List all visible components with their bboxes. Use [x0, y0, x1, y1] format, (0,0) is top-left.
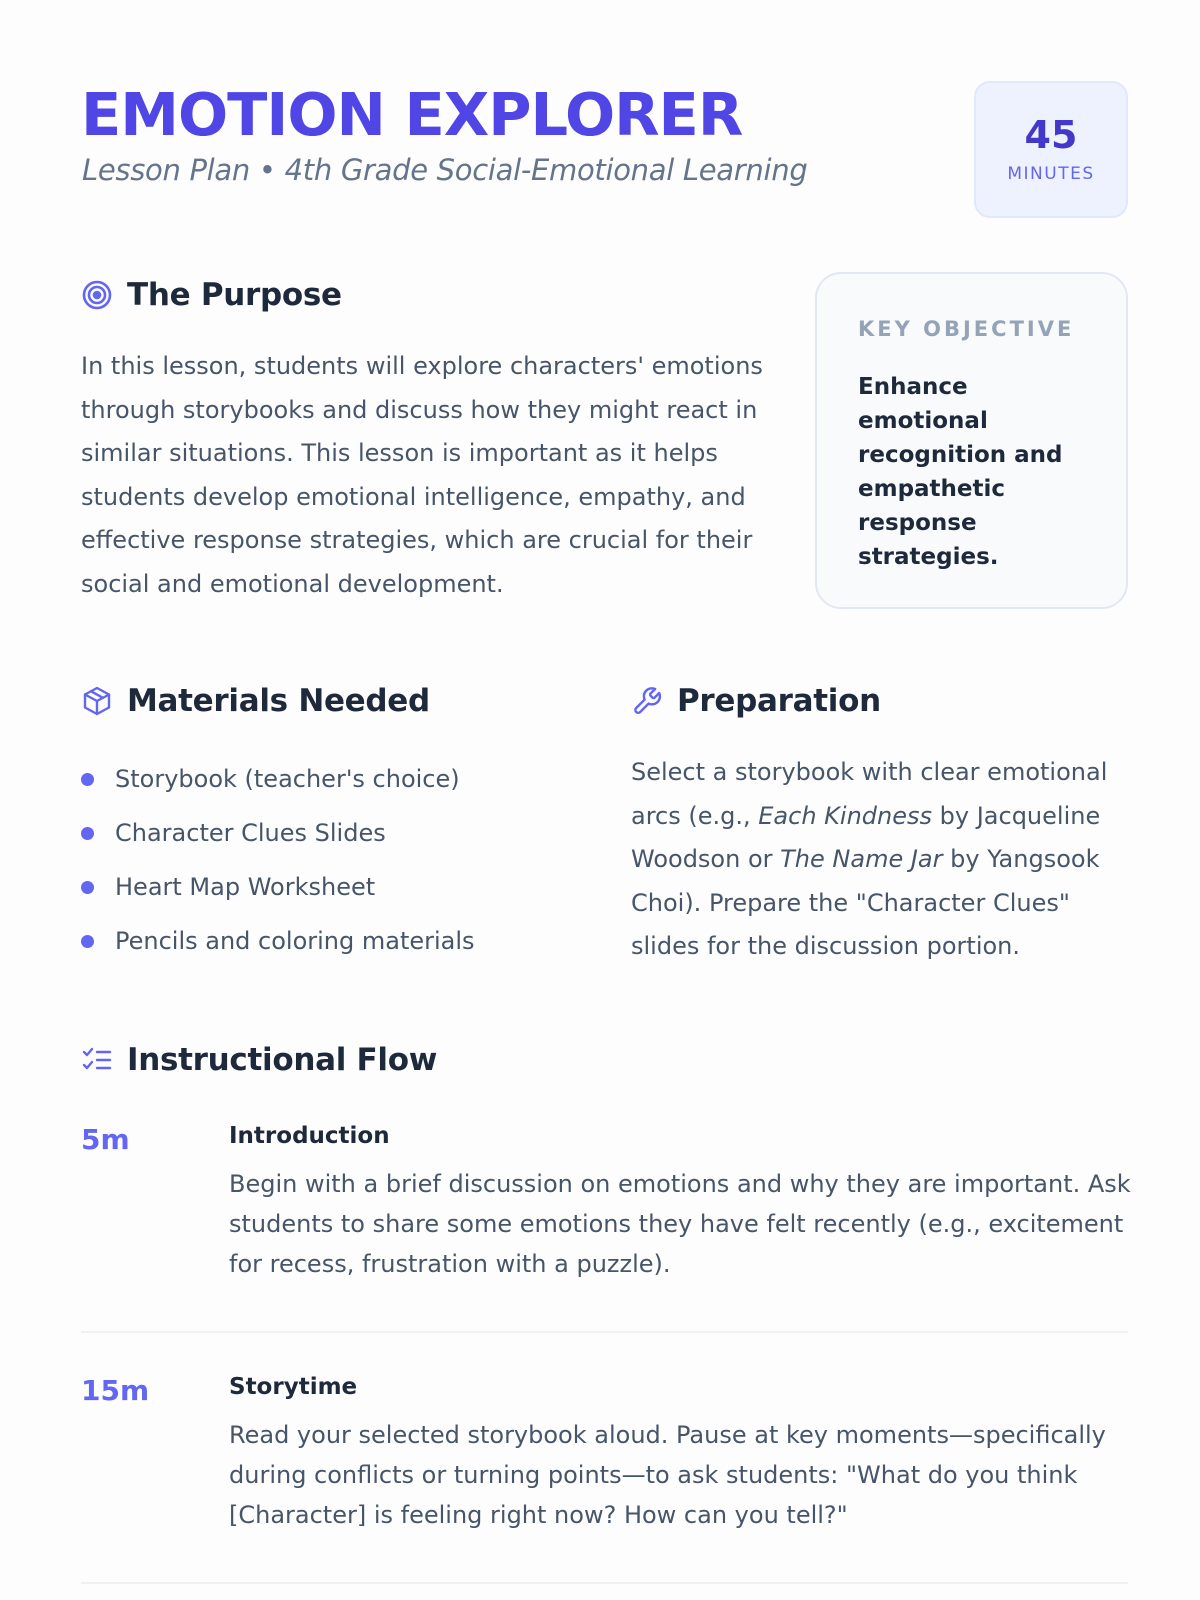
step-title: Storytime	[229, 1374, 358, 1400]
preparation-heading	[631, 681, 881, 721]
key-objective-label: KEY OBJECTIVE	[858, 317, 1075, 341]
list-item	[81, 806, 581, 860]
preparation-heading-label: Preparation	[677, 683, 881, 719]
step-description: Begin with a brief discussion on emotions and why they are important. Ask students to share some emotions they have felt recently (e.g., excitement for recess, frustration with a puzzle).	[229, 1170, 1131, 1278]
prep-text-part: Select a storybook with clear emotional arcs (e.g.,	[631, 758, 1108, 830]
bullet-icon	[81, 881, 94, 894]
divider	[81, 1582, 1128, 1584]
step-time: 15m	[81, 1374, 150, 1407]
duration-badge	[974, 81, 1128, 218]
material-item: Pencils and coloring materials	[115, 927, 475, 955]
key-objective-card	[815, 272, 1128, 609]
list-item	[81, 860, 581, 914]
bullet-icon	[81, 827, 94, 840]
flow-heading-label: Instructional Flow	[127, 1042, 438, 1078]
prep-text-part: by Yangsook Choi). Prepare the "Character Clues" slides for the discussion portion.	[631, 845, 1100, 960]
key-objective-text: Enhance emotional recognition and empathetic response strategies.	[858, 374, 1063, 570]
purpose-heading-label: The Purpose	[127, 277, 342, 313]
step-time: 5m	[81, 1123, 130, 1156]
duration-unit: MINUTES	[1007, 164, 1095, 184]
material-item: Storybook (teacher's choice)	[115, 765, 460, 793]
list-item	[81, 752, 581, 806]
step-title: Introduction	[229, 1123, 390, 1149]
purpose-text: In this lesson, students will explore characters' emotions through storybooks and discuss how they might react in similar situations. This lesson is important as it helps students develop emotional intelligence, empathy, and effective response strategies, which are crucial for their social and emotional development.	[81, 352, 763, 598]
prep-text-part: by Jacqueline Woodson or	[631, 801, 1101, 873]
duration-value: 45	[1024, 113, 1078, 157]
box-icon	[81, 685, 113, 717]
materials-heading-label: Materials Needed	[127, 683, 430, 719]
material-item: Heart Map Worksheet	[115, 873, 376, 901]
list-item	[81, 914, 581, 968]
page-title: EMOTION EXPLORER	[81, 80, 743, 149]
book-title: The Name Jar	[780, 845, 943, 873]
bullet-icon	[81, 935, 94, 948]
target-icon	[81, 279, 113, 311]
wrench-icon	[631, 685, 663, 717]
preparation-text	[631, 751, 1131, 969]
divider	[81, 1331, 1128, 1333]
materials-heading	[81, 681, 430, 721]
bullet-icon	[81, 773, 94, 786]
checklist-icon	[81, 1044, 113, 1076]
page-subtitle: Lesson Plan • 4th Grade Social-Emotional Learning	[82, 153, 808, 187]
material-item: Character Clues Slides	[115, 819, 386, 847]
book-title: Each Kindness	[758, 801, 933, 830]
materials-list	[81, 752, 581, 968]
flow-heading	[81, 1040, 437, 1080]
purpose-heading	[81, 275, 342, 315]
step-description: Read your selected storybook aloud. Pause at key moments—specifically during conflicts or turning points—to ask students: "What do you think [Character] is feeling right now? How can you tell?"	[229, 1421, 1106, 1529]
